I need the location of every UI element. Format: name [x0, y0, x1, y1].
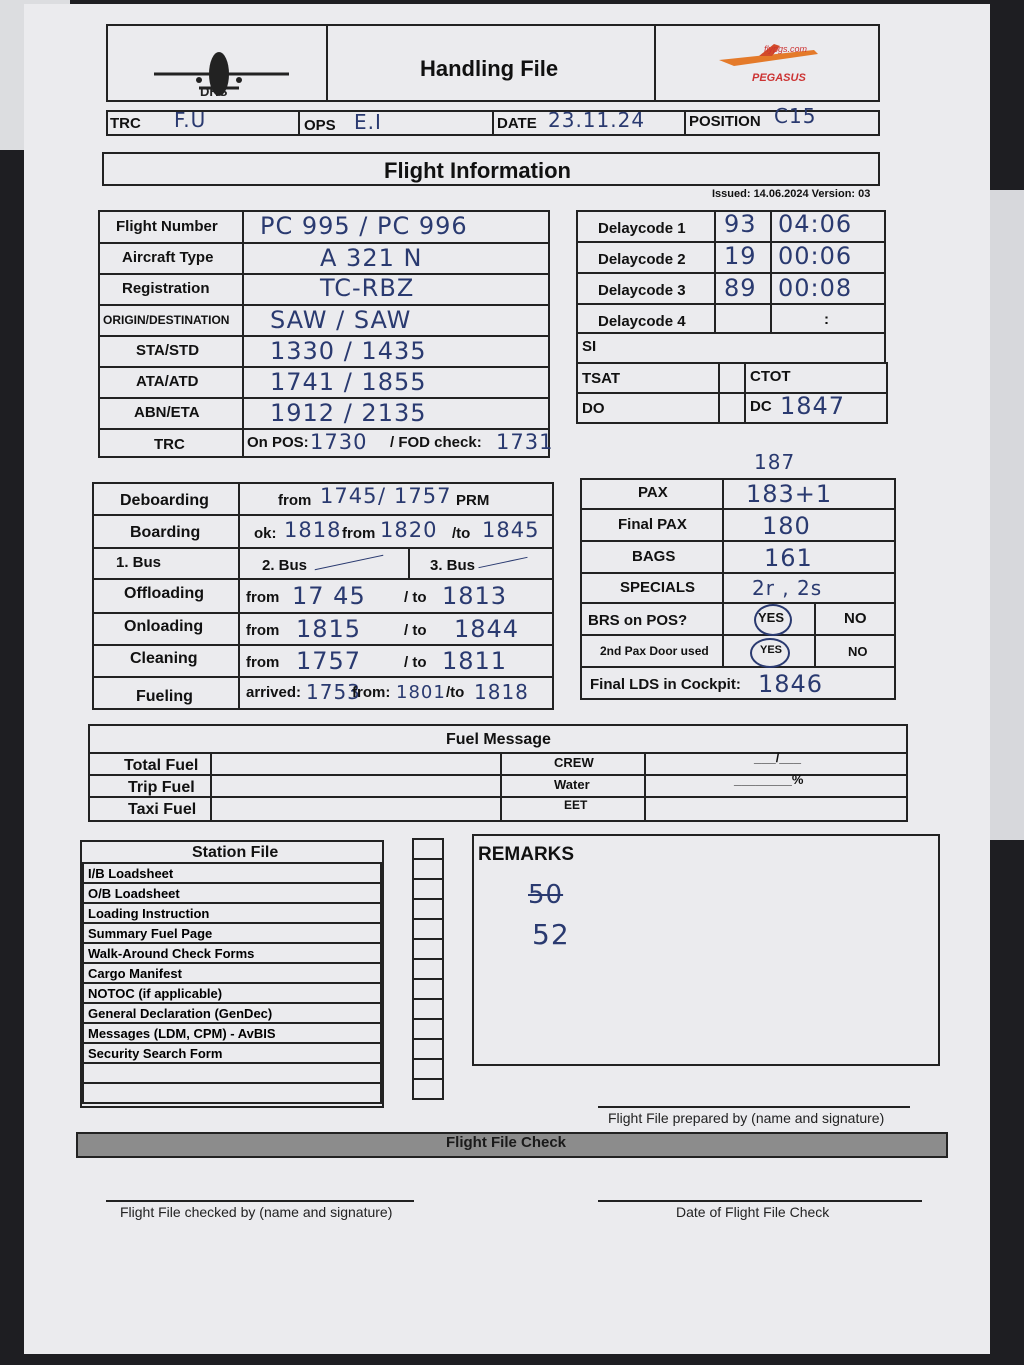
cleaning-to-label: / to: [404, 654, 427, 671]
ops-row-line-6: [94, 676, 552, 678]
on-pos-label: On POS:: [247, 434, 309, 451]
dhs-logo-text: DHS: [200, 84, 228, 99]
tsat-label: TSAT: [582, 370, 621, 387]
fod-check-label: / FOD check:: [390, 434, 482, 451]
ata-atd-value: 1741 / 1855: [270, 368, 427, 396]
ops-row-line-4: [94, 612, 552, 614]
station-check-box[interactable]: [412, 1058, 444, 1080]
ctot-label: CTOT: [750, 368, 791, 385]
station-check-box[interactable]: [412, 858, 444, 880]
deboarding-prm: PRM: [456, 492, 490, 509]
aircraft-type-label: Aircraft Type: [122, 249, 214, 266]
specials-label: SPECIALS: [620, 579, 696, 596]
specials-value: 2r , 2s: [752, 576, 823, 600]
pegasus-logo: [714, 42, 834, 92]
delay-row-line-3: [578, 303, 884, 305]
bus-1-label: 1. Bus: [116, 554, 162, 571]
origin-destination-value: SAW / SAW: [270, 306, 412, 334]
delaycode-1-code: 93: [724, 210, 757, 238]
station-file-item: [82, 982, 382, 1004]
station-file-item: [82, 1022, 382, 1044]
pax-row-line-1: [582, 508, 894, 510]
top-row-divider-1: [298, 112, 300, 136]
total-fuel-label: Total Fuel: [124, 757, 199, 774]
checked-signature-line: [106, 1200, 414, 1202]
fuel-message-title: Fuel Message: [446, 731, 551, 748]
boarding-to: 1845: [482, 518, 540, 542]
ops-row-line-1: [94, 514, 552, 516]
delaycode-1-label: Delaycode 1: [598, 220, 686, 237]
fod-check-value: 1731: [496, 430, 554, 454]
station-check-box[interactable]: [412, 918, 444, 940]
delaycode-2-time: 00:06: [778, 242, 853, 270]
flight-number-label: Flight Number: [116, 218, 218, 235]
pax-row-line-3: [582, 572, 894, 574]
delaycode-1-time: 04:06: [778, 210, 853, 238]
bus-3-label: 3. Bus: [430, 557, 476, 574]
brs-no: NO: [844, 610, 867, 627]
pax-row-line-6: [582, 666, 894, 668]
onloading-from-label: from: [246, 622, 280, 639]
brs-label: BRS on POS?: [588, 612, 688, 629]
header-divider-1: [326, 26, 328, 102]
dc-value: 1847: [780, 392, 846, 420]
ops-row-line-5: [94, 644, 552, 646]
sta-std-label: STA/STD: [136, 342, 200, 359]
delaycode-3-label: Delaycode 3: [598, 282, 686, 299]
final-pax-label: Final PAX: [618, 516, 687, 533]
delaycode-4-label: Delaycode 4: [598, 313, 686, 330]
cleaning-from-label: from: [246, 654, 280, 671]
station-check-box[interactable]: [412, 1078, 444, 1100]
final-pax-value: 180: [762, 512, 811, 540]
date-check-caption: Date of Flight File Check: [676, 1204, 830, 1220]
cleaning-to: 1811: [442, 647, 508, 675]
cleaning-from: 1757: [296, 647, 362, 675]
ctot-col-divider: [744, 364, 746, 424]
crew-label: CREW: [554, 755, 594, 770]
deboarding-label: Deboarding: [120, 492, 209, 509]
dhs-logo: [144, 44, 294, 99]
station-file-item-label: Security Search Form: [88, 1045, 223, 1061]
brs-yes: YES: [758, 610, 785, 625]
delaycode-3-code: 89: [724, 274, 757, 302]
offloading-to-label: / to: [404, 589, 427, 606]
pax-value: 183+1: [746, 480, 833, 508]
boarding-from-label: from: [342, 525, 376, 542]
door-yes: YES: [760, 644, 783, 656]
onloading-to: 1844: [454, 615, 520, 643]
onloading-label: Onloading: [124, 618, 204, 635]
date-label: DATE: [497, 115, 537, 132]
background-sheet-right: [984, 190, 1024, 840]
fueling-arrived: 1753: [306, 680, 361, 704]
lds-value: 1846: [758, 670, 824, 698]
date-value: 23.11.24: [548, 108, 646, 132]
position-label: POSITION: [689, 113, 761, 130]
fueling-arrived-label: arrived:: [246, 684, 302, 701]
station-check-box[interactable]: [412, 978, 444, 1000]
abn-eta-label: ABN/ETA: [134, 404, 200, 421]
ops-row-line-3: [94, 578, 552, 580]
station-check-box[interactable]: [412, 1018, 444, 1040]
deboarding-from: 1745: [320, 484, 378, 508]
station-file-item: [82, 922, 382, 944]
delaycode-4-time: :: [824, 311, 829, 328]
boarding-ok: 1818: [284, 518, 342, 542]
water-label: Water: [554, 777, 590, 792]
fueling-from: 1801: [396, 682, 446, 703]
station-check-box[interactable]: [412, 898, 444, 920]
trc-row-label: TRC: [154, 436, 185, 453]
header-divider-2: [654, 26, 656, 102]
station-file-item: [82, 902, 382, 924]
trc-value: F.U: [174, 108, 207, 132]
abn-eta-value: 1912 / 2135: [270, 399, 427, 427]
taxi-fuel-label: Taxi Fuel: [128, 801, 197, 818]
station-file-item-label: Messages (LDM, CPM) - AvBIS: [88, 1025, 276, 1041]
origin-destination-label: ORIGIN/DESTINATION: [103, 313, 230, 327]
aircraft-type-value: A 321 N: [320, 244, 423, 272]
prepared-caption: Flight File prepared by (name and signature): [608, 1110, 885, 1126]
ata-atd-label: ATA/ATD: [136, 373, 199, 390]
pax-row-line-2: [582, 540, 894, 542]
onloading-to-label: / to: [404, 622, 427, 639]
cleaning-label: Cleaning: [130, 650, 198, 667]
station-file-item-label: O/B Loadsheet: [88, 885, 180, 901]
station-check-box[interactable]: [412, 878, 444, 900]
station-file-item: [82, 1002, 382, 1024]
boarding-label: Boarding: [130, 524, 201, 541]
flight-info-title: Flight Information: [384, 158, 571, 183]
remarks-value: 52: [532, 918, 570, 951]
offloading-label: Offloading: [124, 585, 204, 602]
top-row-divider-2: [492, 112, 494, 136]
dc-label: DC: [750, 398, 772, 415]
date-check-line: [598, 1200, 922, 1202]
water-value: ________%: [734, 772, 804, 787]
station-check-column: [412, 838, 444, 1110]
si-label: SI: [582, 338, 597, 355]
pax-col-divider: [722, 480, 724, 638]
trip-fuel-label: Trip Fuel: [128, 779, 195, 796]
checked-caption: Flight File checked by (name and signature): [120, 1204, 393, 1220]
station-file-item: [82, 882, 382, 904]
issued-version: Issued: 14.06.2024 Version: 03: [712, 188, 871, 200]
station-file-item-label: Summary Fuel Page: [88, 925, 213, 941]
pegasus-name: PEGASUS: [752, 72, 806, 84]
delaycode-3-time: 00:08: [778, 274, 853, 302]
fuel-col-divider-3: [644, 752, 646, 822]
handling-file-sheet: [24, 4, 990, 1354]
pax-note: 187: [754, 450, 796, 474]
fueling-to: 1818: [474, 680, 529, 704]
fueling-label: Fueling: [136, 688, 193, 705]
ops-row-line-2: [94, 547, 552, 549]
trc-label: TRC: [110, 115, 141, 132]
top-row-divider-3: [684, 112, 686, 136]
station-file-item-label: Loading Instruction: [88, 905, 210, 921]
station-file-item: [82, 942, 382, 964]
pegasus-url: flypgs.com: [764, 44, 808, 54]
page-title: Handling File: [420, 56, 559, 81]
delaycode-2-label: Delaycode 2: [598, 251, 686, 268]
station-file-item-label: Cargo Manifest: [88, 965, 182, 981]
onloading-from: 1815: [296, 615, 362, 643]
station-file-item: [82, 1082, 382, 1104]
tsat-col-divider: [718, 364, 720, 424]
offloading-from-label: from: [246, 589, 280, 606]
deboarding-from-label: from: [278, 492, 312, 509]
door-col-divider: [722, 636, 724, 666]
remarks-title: REMARKS: [478, 844, 575, 865]
remarks-struck-value: 50: [528, 880, 564, 910]
fueling-to-label: /to: [446, 684, 465, 701]
bus-2-label: 2. Bus: [262, 557, 308, 574]
door-label: 2nd Pax Door used: [600, 644, 709, 658]
station-file-item: [82, 1062, 382, 1084]
fuel-col-divider-1: [210, 752, 212, 822]
door-no: NO: [848, 644, 868, 659]
pax-label: PAX: [638, 484, 668, 501]
ops-value: E.I: [354, 110, 382, 134]
flight-file-check-title: Flight File Check: [446, 1134, 567, 1151]
prepared-signature-line: [598, 1106, 910, 1108]
lds-label: Final LDS in Cockpit:: [590, 676, 741, 693]
fuel-row-line-3: [90, 796, 906, 798]
delaycode-2-code: 19: [724, 242, 757, 270]
position-value: C15: [774, 104, 817, 128]
boarding-from: 1820: [380, 518, 438, 542]
pax-row-line-4: [582, 602, 894, 604]
station-file-title: Station File: [192, 844, 279, 861]
boarding-ok-label: ok:: [254, 525, 277, 542]
si-box: [576, 332, 886, 364]
station-file-item-label: NOTOC (if applicable): [88, 985, 223, 1001]
station-file-item: [82, 1042, 382, 1064]
crew-value: ___/___: [754, 750, 801, 765]
offloading-to: 1813: [442, 582, 508, 610]
sta-std-value: 1330 / 1435: [270, 337, 427, 365]
registration-label: Registration: [122, 280, 210, 297]
fueling-from-label: from:: [352, 684, 391, 701]
registration-value: TC-RBZ: [320, 274, 415, 302]
deboarding-sep: /: [378, 484, 387, 508]
flight-number-value: PC 995 / PC 996: [260, 212, 468, 240]
offloading-from: 17 45: [292, 582, 366, 610]
station-check-box[interactable]: [412, 838, 444, 860]
station-file-item: [82, 862, 382, 884]
ops-label: OPS: [304, 117, 336, 134]
bags-value: 161: [764, 544, 813, 572]
station-check-box[interactable]: [412, 998, 444, 1020]
fuel-col-divider-2: [500, 752, 502, 822]
station-file-item-label: I/B Loadsheet: [88, 865, 174, 881]
bags-label: BAGS: [632, 548, 676, 565]
eet-label: EET: [564, 798, 588, 812]
boarding-to-label: /to: [452, 525, 471, 542]
pax-row-line-5: [582, 634, 894, 636]
station-file-item-label: Walk-Around Check Forms: [88, 945, 255, 961]
station-check-box[interactable]: [412, 938, 444, 960]
station-check-box[interactable]: [412, 1038, 444, 1060]
do-label: DO: [582, 400, 605, 417]
deboarding-to: 1757: [394, 484, 452, 508]
station-file-item: [82, 962, 382, 984]
station-check-box[interactable]: [412, 958, 444, 980]
station-file-item-label: General Declaration (GenDec): [88, 1005, 273, 1021]
on-pos-value: 1730: [310, 430, 368, 454]
bus-divider: [408, 549, 410, 578]
